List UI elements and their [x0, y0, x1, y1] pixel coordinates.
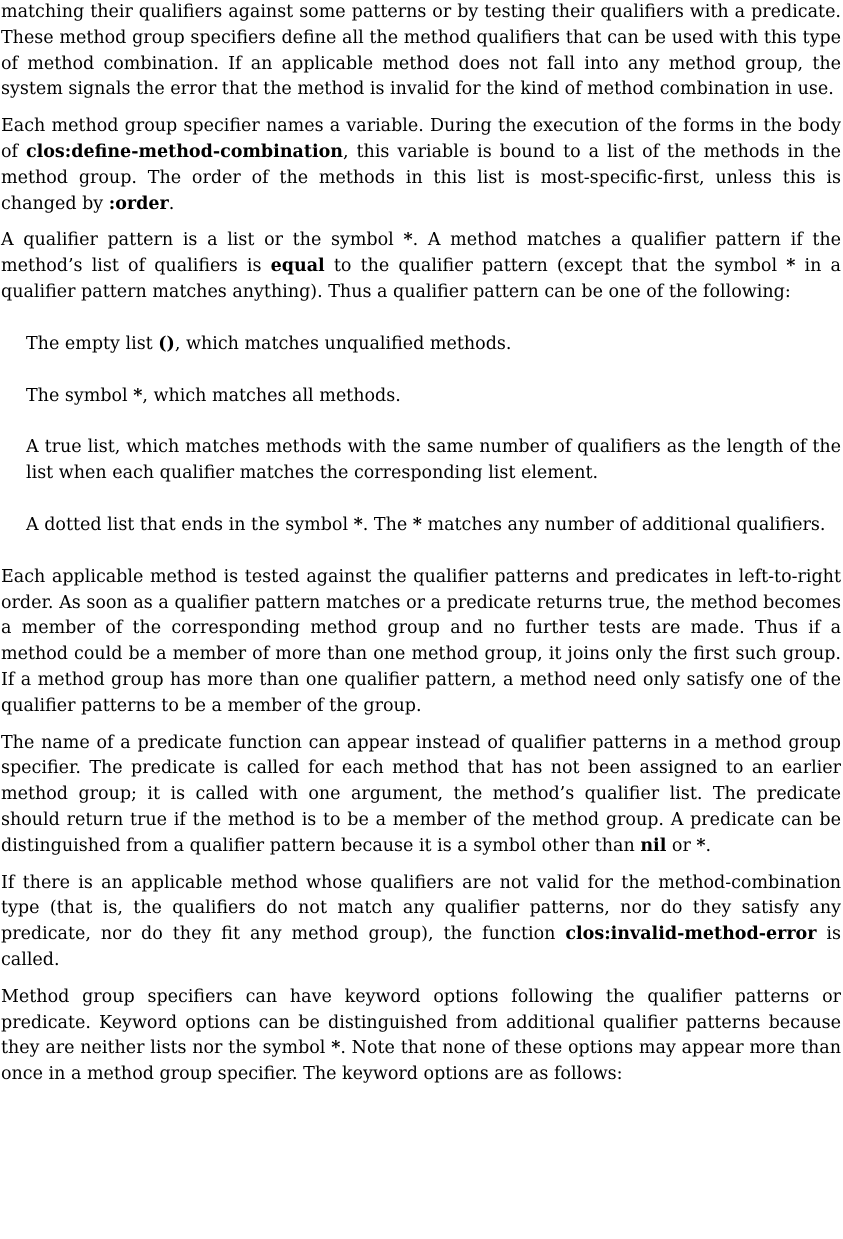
- text-run: is called.: [1, 924, 841, 970]
- paragraph-keyword-options: [1, 985, 841, 1088]
- bold-term: clos:invalid-method-error: [565, 924, 817, 945]
- text-run: The symbol: [26, 385, 134, 406]
- paragraph-method-group-variable: [1, 114, 841, 217]
- text-run: . Note that none of these options may appear more than once in a method group specifier. The keyword options are as follows:: [1, 1038, 842, 1085]
- bold-term: *: [353, 514, 363, 535]
- text-run: matches any number of additional qualifiers.: [421, 514, 826, 535]
- paragraph-invalid-method: [1, 871, 841, 974]
- text-run: A qualifier pattern is a list or the symbol: [1, 230, 404, 251]
- text-run: Each method group specifier names a variable. During the execution of the forms in the body of: [1, 116, 841, 162]
- bold-term: equal: [270, 256, 325, 277]
- text-run: A dotted list that ends in the symbol: [26, 514, 354, 535]
- text-run: or: [666, 835, 697, 856]
- text-run: , which matches all methods.: [142, 385, 401, 406]
- bold-term: clos:define-method-combination: [25, 141, 344, 162]
- text-run: matching their qualifiers against some patterns or by testing their qualifiers with a predicate. These method group specifiers define all the method qualifiers that can be used with this type of method combination. If an applicable method does not fall into any method group, the system signals the error that the method is invalid for the kind of method combination in use.: [1, 2, 841, 100]
- text-run: , this variable is bound to a list of the methods in the method group. The order of the methods in this list is most-specific-first, unless this is changed by: [1, 141, 841, 214]
- text-run: If there is an applicable method whose qualifiers are not valid for the method-combination type (that is, the qualifiers do not match any qualifier patterns, nor do they satisfy any predicate, nor do they fit any method group), the function: [1, 872, 841, 945]
- text-run: .: [168, 193, 175, 214]
- text-run: Each applicable method is tested against the qualifier patterns and predicates in left-to-right order. As soon as a qualifier pattern matches or a predicate returns true, the method becomes a member of the corresponding method group and no further tests are made. Thus if a method could be a member of more than one method group, it joins only the first such group. If a method group has more than one qualifier pattern, a method need only satisfy one of the qualifier patterns to be a member of the group.: [1, 566, 841, 716]
- bold-term: (): [158, 333, 175, 354]
- paragraph-qualifier-pattern: [1, 228, 841, 305]
- text-run: in a qualifier pattern matches anything). Thus a qualifier pattern can be one of the following:: [1, 256, 841, 302]
- text-run: . The: [362, 514, 413, 535]
- list-item-true-list: [26, 435, 841, 487]
- paragraph-testing-order: [1, 565, 841, 720]
- paragraph-predicate-function: [1, 731, 841, 860]
- text-run: The empty list: [26, 333, 159, 354]
- text-run: to the qualifier pattern (except that the symbol: [324, 256, 787, 277]
- paragraph-method-group-specifiers: [1, 0, 841, 103]
- list-item-empty-list: [26, 332, 841, 358]
- bold-term: :order: [108, 193, 169, 214]
- list-item-symbol-star: [26, 384, 841, 410]
- bold-term: *: [412, 514, 422, 535]
- bold-term: *: [786, 256, 796, 277]
- bold-term: *: [403, 230, 413, 251]
- text-run: The name of a predicate function can appear instead of qualifier patterns in a method group specifier. The predicate is called for each method that has not been assigned to an earlier method group; it is called with one argument, the method’s qualifier list. The predicate should return true if the method is to be a member of the method group. A predicate can be distinguished from a qualifier pattern because it is a symbol other than: [1, 732, 841, 856]
- bold-term: *: [133, 385, 143, 406]
- text-run: , which matches unqualified methods.: [174, 333, 512, 354]
- text-run: A true list, which matches methods with the same number of qualifiers as the length of the list when each qualifier matches the corresponding list element.: [26, 437, 841, 484]
- bold-term: nil: [640, 835, 667, 856]
- text-run: Method group specifiers can have keyword options following the qualifier patterns or predicate. Keyword options can be distinguished from additional qualifier patterns because they are neither lists nor the symbol: [1, 986, 841, 1059]
- bold-term: *: [696, 835, 706, 856]
- text-run: .: [705, 835, 712, 856]
- list-item-dotted-list: [26, 513, 841, 539]
- bold-term: *: [331, 1038, 341, 1059]
- text-run: . A method matches a qualifier pattern if the method’s list of qualifiers is: [1, 230, 841, 277]
